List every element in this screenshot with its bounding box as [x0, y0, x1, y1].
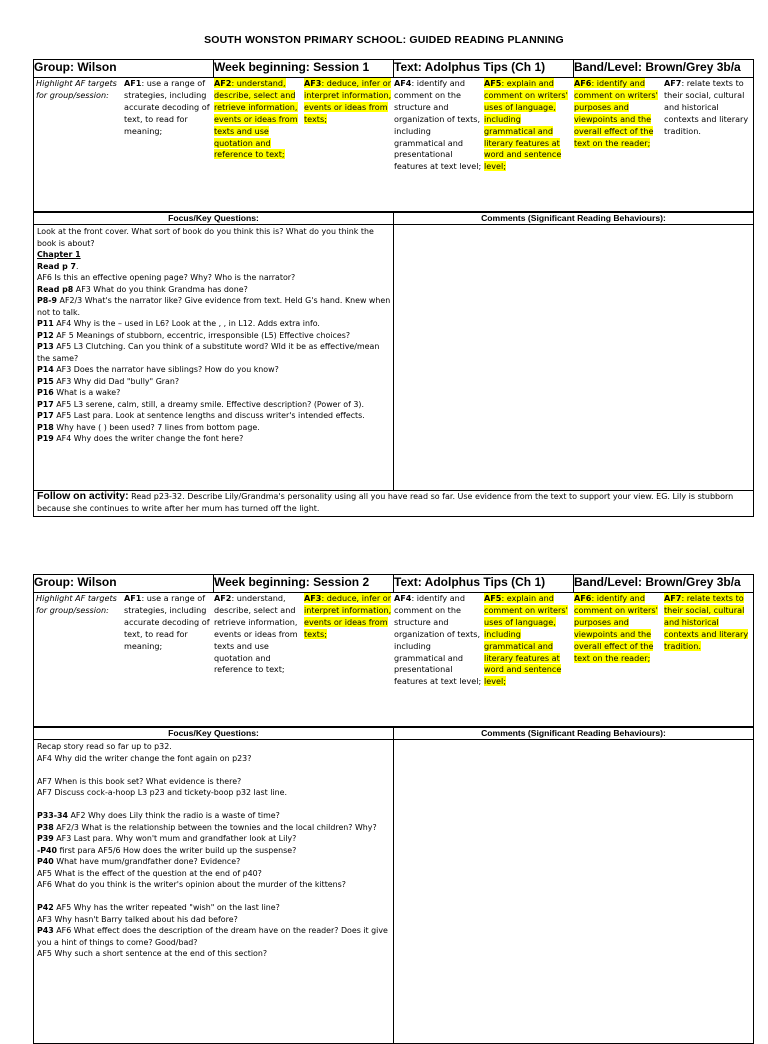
af-targets-row — [34, 593, 754, 688]
af-code: AF4 — [394, 78, 412, 88]
highlight-af-label: Highlight AF targets for group/session: — [36, 78, 117, 100]
question-line: -P40 first para AF5/6 How does the writer build up the suspense? — [37, 845, 297, 855]
af-code: AF7 — [664, 78, 682, 88]
follow-on-activity — [34, 491, 754, 517]
af-code: AF5 — [484, 593, 502, 603]
follow-on-text: Read p23-32. Describe Lily/Grandma's personality using all you have read so far. Use evidence from the text to support your view. EG. Lily is stubborn because she continues to write after her mum has turned off the light. — [37, 492, 734, 513]
planning-table-session-1 — [33, 59, 754, 517]
text-cell: Text: Adolphus Tips (Ch 1) — [394, 60, 574, 78]
af4-target — [394, 593, 484, 688]
af-description: : use a range of strategies, including accurate decoding of text, to read for meaning; — [124, 78, 210, 136]
af-description: : explain and comment on writers' uses of language, including grammatical and literary features at word and sentence level; — [484, 78, 568, 172]
af-code: AF2 — [214, 78, 232, 88]
question-line: P40 What have mum/grandfather done? Evidence? — [37, 857, 241, 866]
question-line: P33-34 AF2 Why does Lily think the radio is a waste of time? — [37, 811, 280, 820]
group-cell: Group: Wilson — [34, 60, 214, 78]
question-line: P14 AF3 Does the narrator have siblings? How do you know? — [37, 365, 279, 374]
af6-target — [574, 593, 664, 688]
question-line: P12 AF 5 Meanings of stubborn, eccentric, irresponsible (L5) Effective choices? — [37, 330, 351, 340]
focus-heading: Focus/Key Questions: — [34, 212, 394, 225]
af-target-text — [124, 593, 210, 651]
page-title: SOUTH WONSTON PRIMARY SCHOOL: GUIDED READING PLANNING — [204, 34, 564, 46]
af-targets-row — [34, 78, 754, 173]
question-line: AF6 Is this an effective opening page? Why? Who is the narrator? — [37, 273, 296, 282]
question-line: AF5 Why such a short sentence at the end of this section? — [37, 949, 268, 958]
af-code: AF6 — [574, 78, 592, 88]
af-code: AF7 — [664, 593, 682, 603]
question-line: P17 AF5 L3 serene, calm, still, a dreamy smile. Effective description? (Power of 3). — [37, 399, 364, 409]
band-cell: Band/Level: Brown/Grey 3b/a — [574, 60, 754, 78]
af7-target — [664, 593, 754, 688]
af5-target — [484, 593, 574, 688]
af-target-text — [664, 78, 748, 136]
af-target-text — [484, 78, 568, 171]
af-target-text — [484, 593, 568, 686]
question-line: AF6 What do you think is the writer's opinion about the murder of the kittens? — [37, 880, 346, 889]
af-target-text — [304, 593, 391, 639]
af2-target — [214, 78, 304, 173]
comments-cell — [394, 225, 754, 491]
af-target-text — [574, 593, 658, 663]
af-target-text — [394, 78, 481, 171]
question-line: Look at the front cover. What sort of book do you think this is? What do you think the book is about? — [37, 227, 374, 248]
question-line: P16 What is a wake? — [37, 388, 121, 397]
week-cell: Week beginning: Session 1 — [214, 60, 394, 78]
question-line: AF4 Why did the writer change the font again on p23? — [37, 753, 252, 763]
af4-target — [394, 78, 484, 173]
question-line — [37, 799, 391, 811]
question-line: P39 AF3 Last para. Why won't mum and grandfather look at Lily? — [37, 834, 297, 843]
question-line: P15 AF3 Why did Dad "bully" Gran? — [37, 376, 180, 386]
question-line: Read p 7. — [37, 261, 79, 271]
question-line: Read p8 AF3 What do you think Grandma has done? — [37, 284, 248, 294]
planning-table-session-2 — [33, 574, 754, 1044]
question-line: P13 AF5 L3 Clutching. Can you think of a substitute word? Wld it be as effective/mean the same? — [37, 342, 380, 363]
comments-heading: Comments (Significant Reading Behaviours): — [394, 727, 754, 740]
af3-target — [304, 78, 394, 173]
af-description: : explain and comment on writers' uses of language, including grammatical and literary features at word and sentence level; — [484, 593, 568, 687]
question-line: P17 AF5 Last para. Look at sentence lengths and discuss writer's intended effects. — [37, 411, 365, 420]
af3-target — [304, 593, 394, 688]
af-code: AF4 — [394, 593, 412, 603]
question-line: P11 AF4 Why is the – used in L6? Look at the , , in L12. Adds extra info. — [37, 319, 320, 328]
week-cell: Week beginning: Session 2 — [214, 575, 394, 593]
af-description: : understand, describe, select and retrieve information, events or ideas from texts and use quotation and reference to text; — [214, 593, 298, 675]
text-cell: Text: Adolphus Tips (Ch 1) — [394, 575, 574, 593]
group-cell: Group: Wilson — [34, 575, 214, 593]
question-line: P42 AF5 Why has the writer repeated "wish" on the last line? — [37, 903, 280, 912]
af-code: AF3 — [304, 78, 322, 88]
question-line: AF7 Discuss cock-a-hoop L3 p23 and tickety-boop p32 last line. — [37, 788, 287, 797]
af-description: : identify and comment on writers' purposes and viewpoints and the overall effect of the text on the reader; — [574, 78, 658, 148]
af6-target — [574, 78, 664, 173]
af-target-text — [574, 78, 658, 148]
question-line: P8-9 AF2/3 What's the narrator like? Give evidence from text. Held G's hand. Knew when not to talk. — [37, 296, 391, 317]
follow-on-label: Follow on activity: — [37, 490, 129, 502]
af-description: : understand, describe, select and retrieve information, events or ideas from texts and use quotation and reference to text; — [214, 78, 298, 160]
af-code: AF6 — [574, 593, 592, 603]
af7-target — [664, 78, 754, 173]
focus-questions-cell — [34, 225, 394, 491]
af-target-text — [124, 78, 210, 136]
focus-heading: Focus/Key Questions: — [34, 727, 394, 740]
af-description: : deduce, infer or interpret information, events or ideas from texts; — [304, 78, 392, 124]
af-target-text — [394, 593, 481, 686]
af-description: : identify and comment on the structure and organization of texts, including grammatical and presentational features at text level; — [394, 78, 482, 172]
question-line — [37, 891, 391, 903]
question-line: P38 AF2/3 What is the relationship between the townies and the local children? Why? — [37, 822, 377, 832]
af-description: : relate texts to their social, cultural and historical contexts and literary tradition. — [664, 78, 749, 136]
question-line: P19 AF4 Why does the writer change the font here? — [37, 434, 244, 443]
af-code: AF1 — [124, 78, 142, 88]
af-target-text — [214, 593, 298, 674]
af-code: AF1 — [124, 593, 142, 603]
question-line: Chapter 1 — [37, 250, 81, 259]
af-description: : use a range of strategies, including accurate decoding of text, to read for meaning; — [124, 593, 210, 651]
band-cell: Band/Level: Brown/Grey 3b/a — [574, 575, 754, 593]
question-line: AF3 Why hasn't Barry talked about his dad before? — [37, 914, 238, 924]
comments-cell — [394, 740, 754, 1044]
af-description: : relate texts to their social, cultural and historical contexts and literary tradition. — [664, 593, 749, 651]
af-target-text — [664, 593, 748, 651]
question-line: P43 AF6 What effect does the description of the dream have on the reader? Does it give you a hint of things to come? Good/bad? — [37, 926, 388, 947]
question-line: P18 Why have ( ) been used? 7 lines from bottom page. — [37, 422, 260, 432]
af-target-text — [304, 78, 391, 124]
question-line: Recap story read so far up to p32. — [37, 742, 172, 751]
af-code: AF2 — [214, 593, 232, 603]
af-description: : identify and comment on writers' purposes and viewpoints and the overall effect of the text on the reader; — [574, 593, 658, 663]
focus-questions-cell — [34, 740, 394, 1044]
highlight-af-label: Highlight AF targets for group/session: — [36, 593, 117, 615]
af1-target — [124, 78, 214, 173]
af-target-text — [214, 78, 298, 159]
question-line: AF7 When is this book set? What evidence is there? — [37, 776, 242, 786]
af-description: : deduce, infer or interpret information, events or ideas from texts; — [304, 593, 392, 639]
question-line: AF5 What is the effect of the question at the end of p40? — [37, 868, 262, 878]
af2-target — [214, 593, 304, 688]
af5-target — [484, 78, 574, 173]
af-description: : identify and comment on the structure and organization of texts, including grammatical and presentational features at text level; — [394, 593, 482, 687]
question-line — [37, 764, 391, 776]
comments-heading: Comments (Significant Reading Behaviours): — [394, 212, 754, 225]
af-code: AF5 — [484, 78, 502, 88]
af-code: AF3 — [304, 593, 322, 603]
af1-target — [124, 593, 214, 688]
